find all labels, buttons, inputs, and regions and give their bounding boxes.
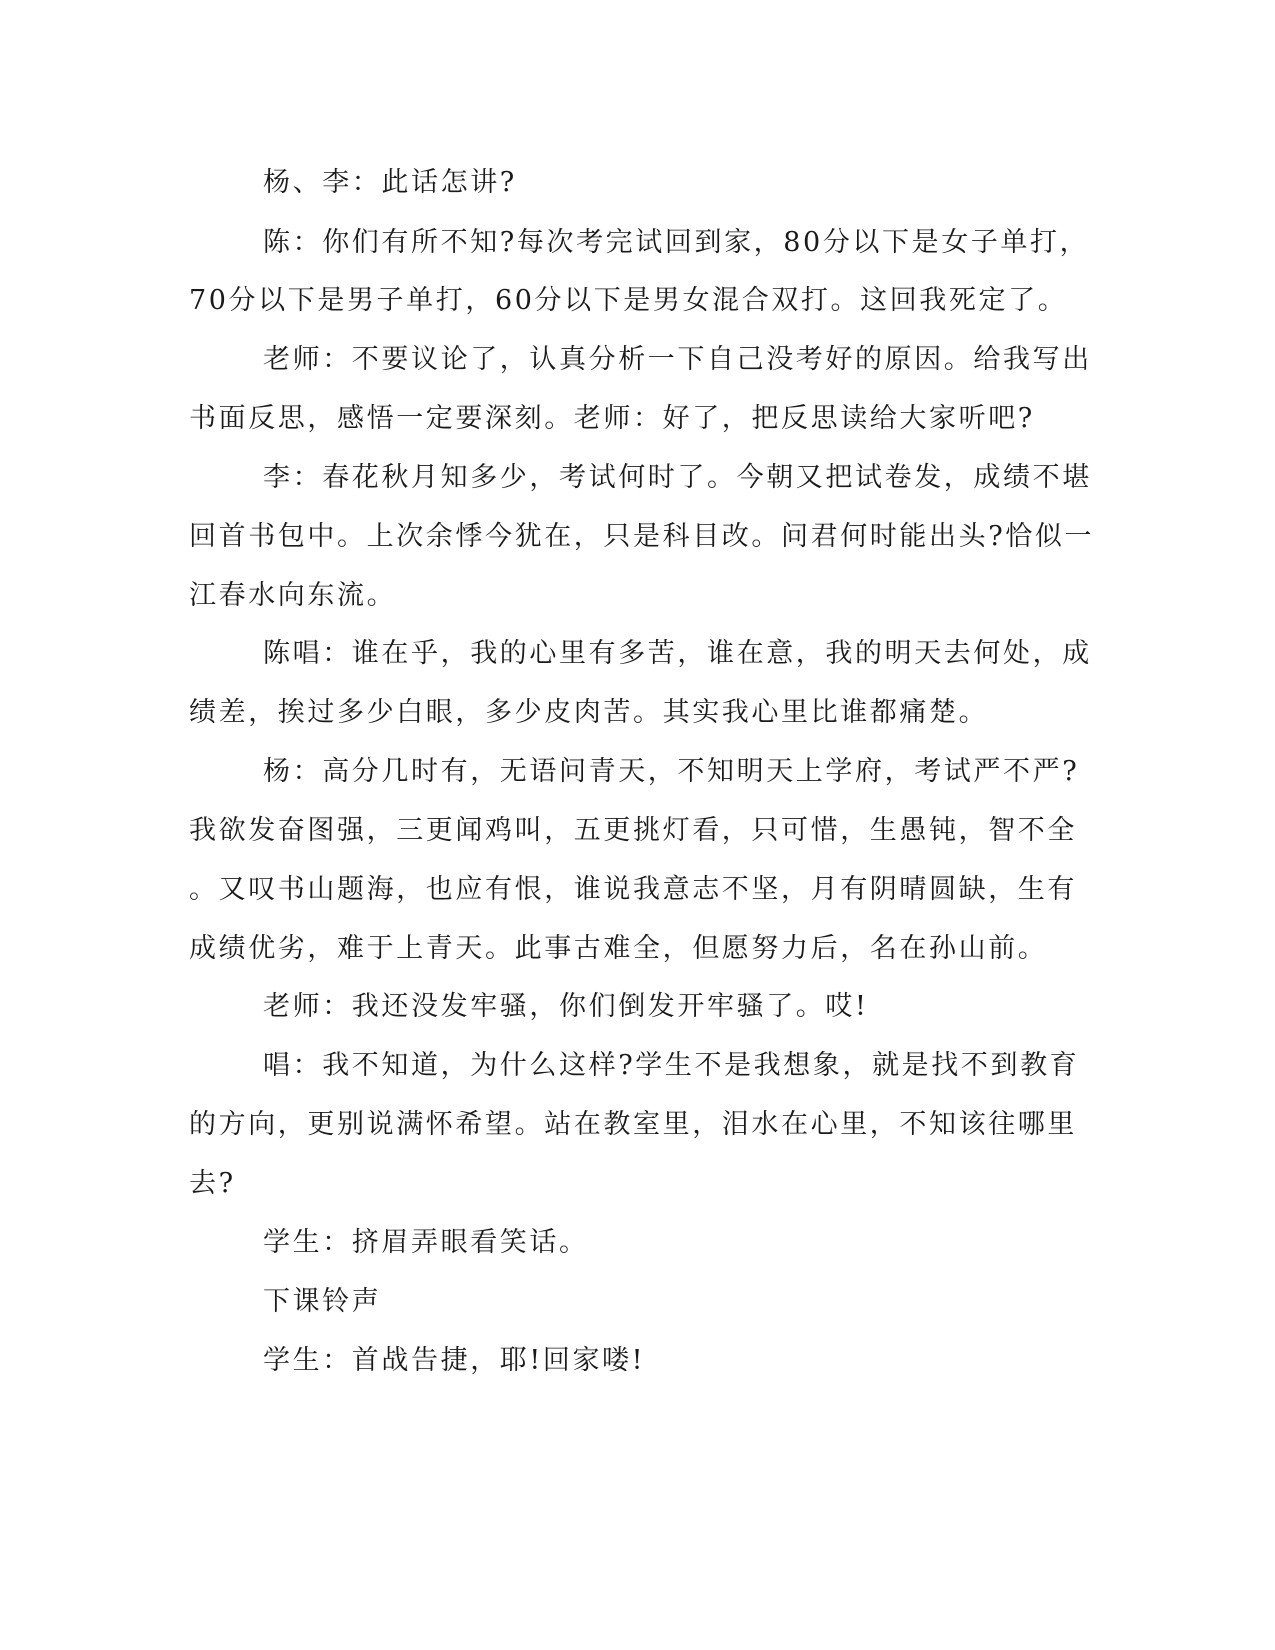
text-line: 学生：挤眉弄眼看笑话。	[263, 1227, 589, 1258]
text-line: 学生：首战告捷，耶!回家喽!	[263, 1345, 646, 1376]
text-line: 唱：我不知道，为什么这样?学生不是我想象，就是找不到教育	[263, 1050, 1080, 1081]
text-line: 老师：我还没发牢骚，你们倒发开牢骚了。哎!	[263, 991, 869, 1022]
text-line: 杨：高分几时有，无语问青天，不知明天上学府，考试严不严?	[263, 756, 1080, 787]
text-line: 下课铃声	[263, 1286, 382, 1317]
text-line: 70分以下是男子单打，60分以下是男女混合双打。这回我死定了。	[189, 285, 1068, 316]
text-line: 。又叹书山题海，也应有恨，谁说我意志不坚，月有阴晴圆缺，生有	[189, 874, 1077, 905]
text-line: 绩差，挨过多少白眼，多少皮肉苦。其实我心里比谁都痛楚。	[189, 697, 989, 728]
text-line: 老师：不要议论了，认真分析一下自己没考好的原因。给我写出	[263, 344, 1092, 375]
text-line: 江春水向东流。	[189, 580, 397, 611]
text-line: 陈唱：谁在乎，我的心里有多苦，谁在意，我的明天去何处，成	[263, 638, 1092, 669]
text-line: 杨、李：此话怎讲?	[263, 167, 517, 198]
text-line: 的方向，更别说满怀希望。站在教室里，泪水在心里，不知该往哪里	[189, 1109, 1077, 1140]
text-line: 书面反思，感悟一定要深刻。老师：好了，把反思读给大家听吧?	[189, 403, 1035, 434]
text-line: 李：春花秋月知多少，考试何时了。今朝又把试卷发，成绩不堪	[263, 462, 1092, 493]
text-line: 回首书包中。上次余悸今犹在，只是科目改。问君何时能出头?恰似一	[189, 521, 1095, 552]
text-line: 陈：你们有所不知?每次考完试回到家，80分以下是女子单打，	[263, 227, 1090, 258]
text-line: 成绩优劣，难于上青天。此事古难全，但愿努力后，名在孙山前。	[189, 933, 1048, 964]
text-line: 我欲发奋图强，三更闻鸡叫，五更挑灯看，只可惜，生愚钝，智不全	[189, 815, 1077, 846]
text-line: 去?	[189, 1168, 236, 1199]
